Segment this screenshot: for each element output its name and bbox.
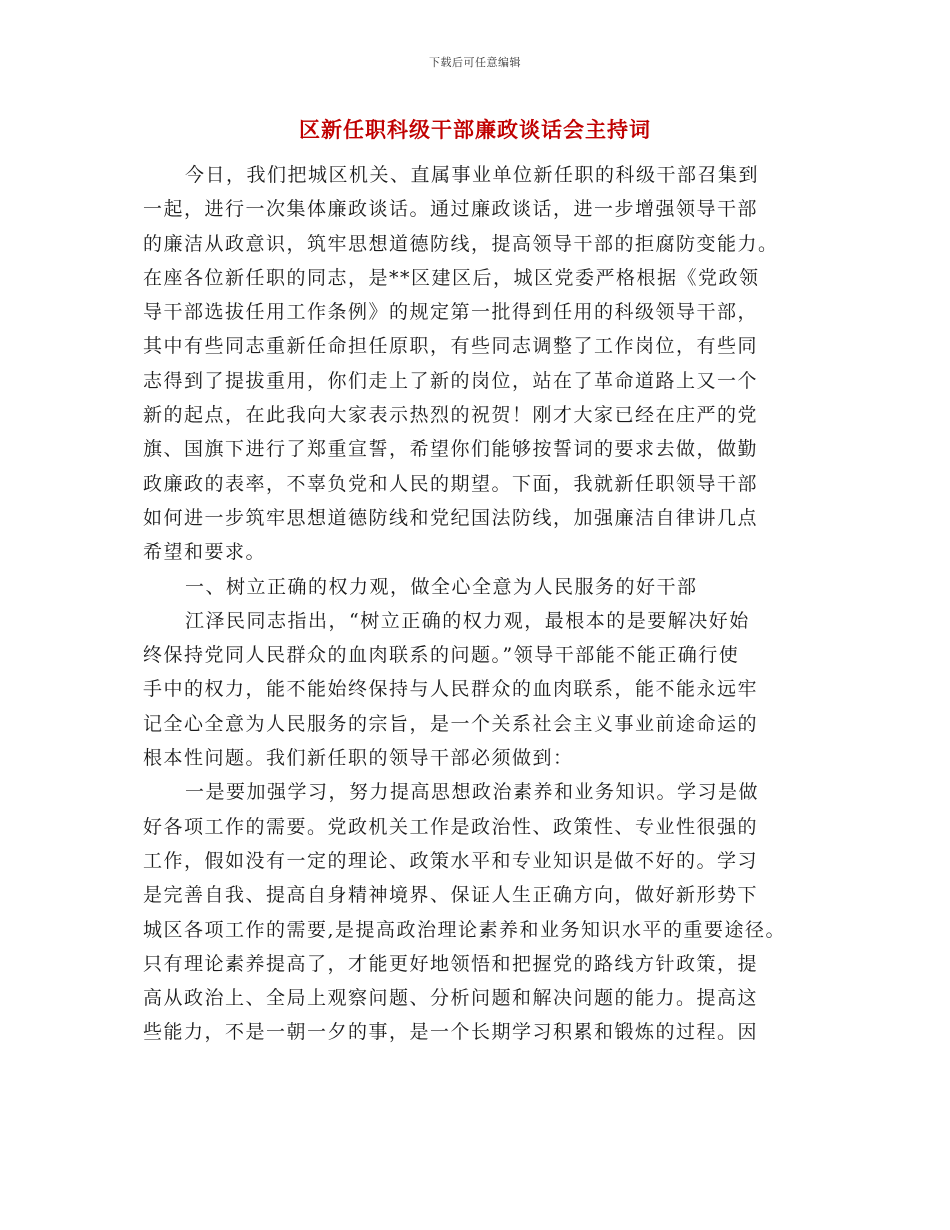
body-line: 政廉政的表率，不辜负党和人民的期望。下面，我就新任职领导干部 (143, 472, 759, 495)
body-line: 旗、国旗下进行了郑重宣誓，希望你们能够按誓词的要求去做，做勤 (143, 438, 759, 461)
body-line: 记全心全意为人民服务的宗旨，是一个关系社会主义事业前途命运的 (143, 712, 759, 735)
body-line: 城区各项工作的需要,是提高政治理论素养和业务知识水平的重要途径。 (143, 918, 787, 941)
body-line: 终保持党同人民群众的血肉联系的问题。”领导干部能不能正确行使 (143, 644, 740, 667)
body-line: 如何进一步筑牢思想道德防线和党纪国法防线，加强廉洁自律讲几点 (143, 506, 759, 529)
body-line: 些能力，不是一朝一夕的事，是一个长期学习积累和锻炼的过程。因 (143, 1021, 759, 1044)
body-line: 其中有些同志重新任命担任原职，有些同志调整了工作岗位，有些同 (143, 335, 759, 358)
body-line: 希望和要求。 (143, 541, 267, 564)
body-line: 新的起点，在此我向大家表示热烈的祝贺！刚才大家已经在庄严的党 (143, 404, 759, 427)
body-line: 一起，进行一次集体廉政谈话。通过廉政谈话，进一步增强领导干部 (143, 198, 759, 221)
body-line: 好各项工作的需要。党政机关工作是政治性、政策性、专业性很强的 (143, 815, 759, 838)
body-line: 的廉洁从政意识，筑牢思想道德防线，提高领导干部的拒腐防变能力。 (143, 232, 779, 255)
header-note: 下载后可任意编辑 (429, 56, 521, 69)
body-line: 在座各位新任职的同志，是**区建区后，城区党委严格根据《党政领 (143, 266, 760, 289)
body-line: 工作，假如没有一定的理论、政策水平和专业知识是做不好的。学习 (143, 849, 759, 872)
body-line: 一是要加强学习，努力提高思想政治素养和业务知识。学习是做 (185, 781, 760, 804)
body-line: 一、树立正确的权力观，做全心全意为人民服务的好干部 (185, 575, 698, 598)
body-line: 志得到了提拔重用，你们走上了新的岗位，站在了革命道路上又一个 (143, 369, 759, 392)
body-line: 手中的权力，能不能始终保持与人民群众的血肉联系，能不能永远牢 (143, 678, 759, 701)
body-line: 只有理论素养提高了，才能更好地领悟和把握党的路线方针政策，提 (143, 952, 759, 975)
body-line: 高从政治上、全局上观察问题、分析问题和解决问题的能力。提高这 (143, 987, 759, 1010)
body-line: 今日，我们把城区机关、直属事业单位新任职的科级干部召集到 (185, 164, 760, 186)
body-line: 是完善自我、提高自身精神境界、保证人生正确方向，做好新形势下 (143, 884, 759, 907)
document-title: 区新任职科级干部廉政谈话会主持词 (299, 117, 651, 142)
body-line: 导干部选拔任用工作条例》的规定第一批得到任用的科级领导干部， (143, 301, 759, 324)
document-body (143, 158, 825, 1050)
body-line: 江泽民同志指出，“树立正确的权力观，最根本的是要解决好始 (185, 609, 750, 632)
body-line: 根本性问题。我们新任职的领导干部必须做到： (143, 747, 574, 770)
